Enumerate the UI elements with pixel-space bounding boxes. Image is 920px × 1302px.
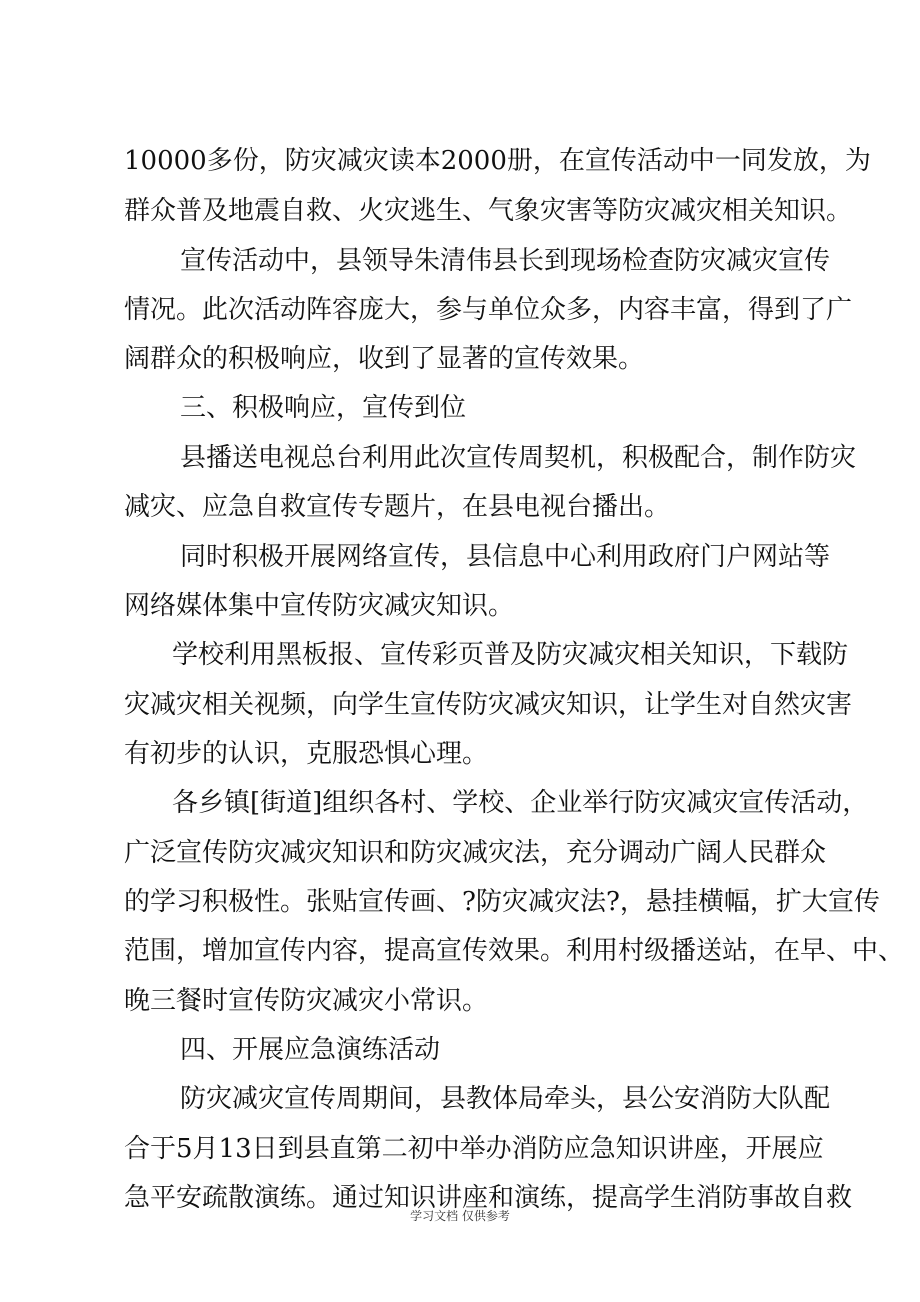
text-line: 的学习积极性。张贴宣传画、?防灾减灾法?，悬挂横幅，扩大宣传 [124,887,880,917]
text-line: 同时积极开展网络宣传，县信息中心利用政府门户网站等 [180,542,831,572]
page-footer: 学习文档 仅供参考 [410,1209,510,1223]
text-line: 情况。此次活动阵容庞大，参与单位众多，内容丰富，得到了广 [124,295,853,325]
text-line: 网络媒体集中宣传防灾减灾知识。 [124,591,515,621]
text-line: 学校利用黑板报、宣传彩页普及防灾减灾相关知识，下载防 [172,640,849,670]
section-heading: 三、积极响应，宣传到位 [180,393,467,423]
text-line: 合于5月13日到县直第二初中举办消防应急知识讲座，开展应 [124,1134,824,1164]
text-line: 减灾、应急自救宣传专题片，在县电视台播出。 [124,492,671,522]
text-line: 阔群众的积极响应，收到了显著的宣传效果。 [124,344,645,374]
text-line: 群众普及地震自救、火灾逃生、气象灾害等防灾减灾相关知识。 [124,196,853,226]
text-line: 广泛宣传防灾减灾知识和防灾减灾法，充分调动广阔人民群众 [124,838,827,868]
text-line: 各乡镇[街道]组织各村、学校、企业举行防灾减灾宣传活动， [172,788,869,818]
section-heading: 四、开展应急演练活动 [180,1035,441,1065]
text-line: 范围，增加宣传内容，提高宣传效果。利用村级播送站，在早、中、 [124,936,905,966]
text-line: 晚三餐时宣传防灾减灾小常识。 [124,986,489,1016]
text-line: 有初步的认识，克服恐惧心理。 [124,739,489,769]
text-line: 10000多份，防灾减灾读本2000册，在宣传活动中一同发放，为 [124,146,871,176]
text-line: 防灾减灾宣传周期间，县教体局牵头，县公安消防大队配 [180,1084,831,1114]
text-line: 县播送电视总台利用此次宣传周契机，积极配合，制作防灾 [180,443,857,473]
text-line: 灾减灾相关视频，向学生宣传防灾减灾知识，让学生对自然灾害 [124,690,853,720]
text-line: 急平安疏散演练。通过知识讲座和演练，提高学生消防事故自救 [124,1183,853,1213]
text-line: 宣传活动中，县领导朱清伟县长到现场检查防灾减灾宣传 [180,246,831,276]
